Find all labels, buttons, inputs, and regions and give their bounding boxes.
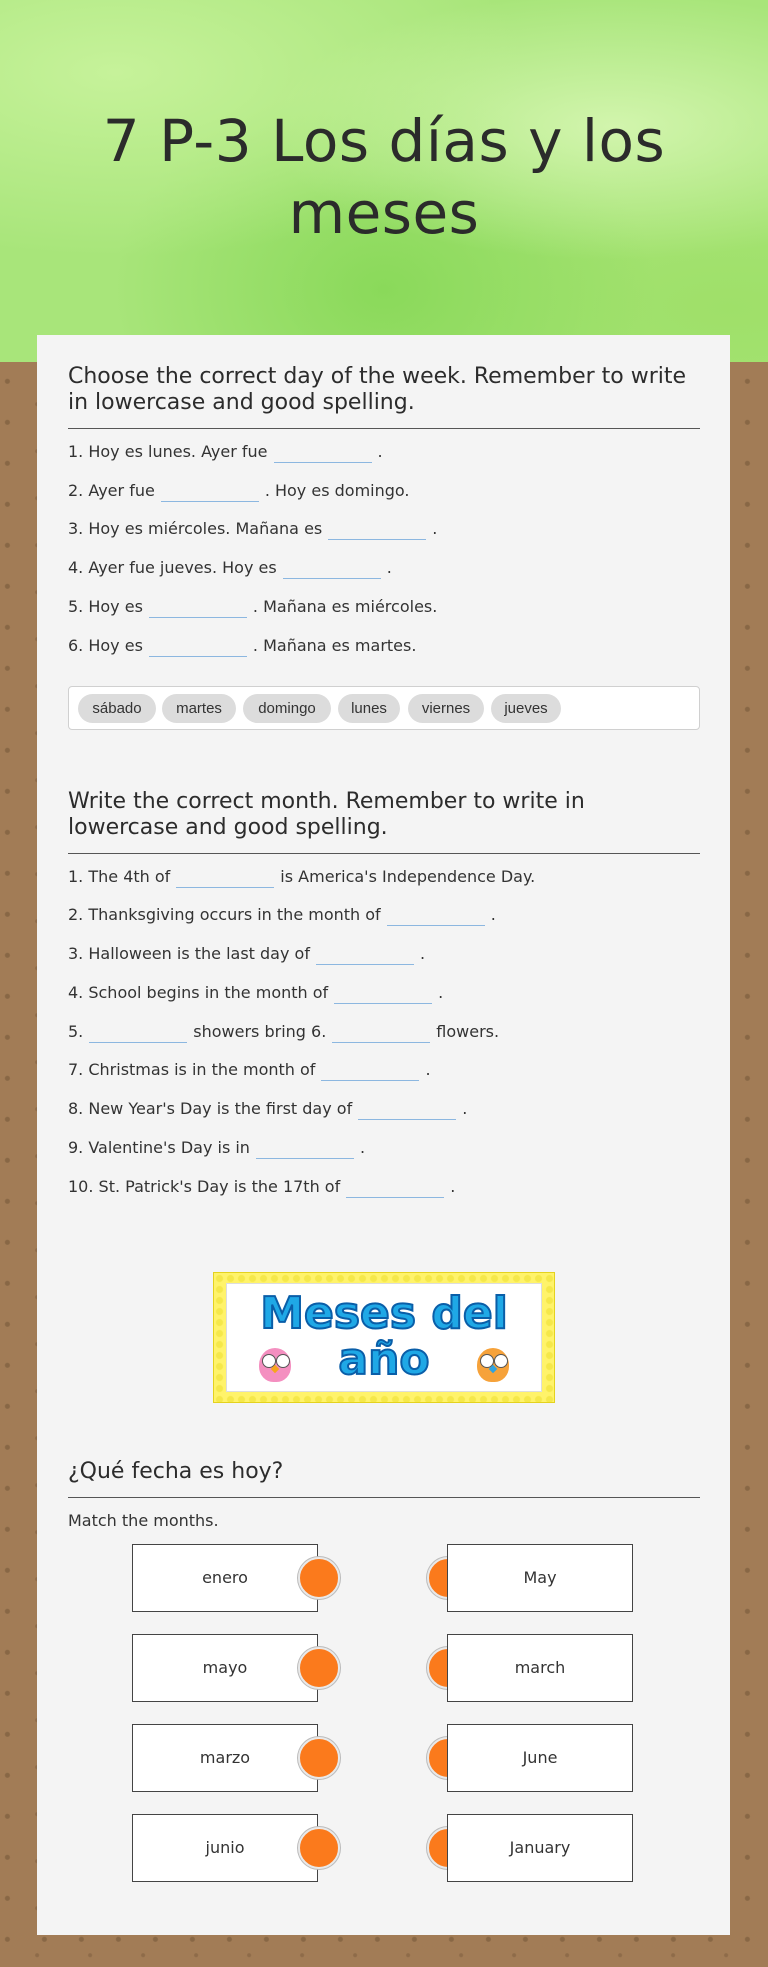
section1-heading: Choose the correct day of the week. Remember to write in lowercase and good spelling. bbox=[68, 364, 687, 415]
match-instruction: Match the months. bbox=[68, 1511, 219, 1530]
word-chip-viernes[interactable]: viernes bbox=[408, 694, 484, 723]
page-title: 7 P-3 Los días y los meses bbox=[102, 107, 666, 247]
section3-heading: ¿Qué fecha es hoy? bbox=[68, 1459, 284, 1484]
day-question-1: 1. Hoy es lunes. Ayer fue . bbox=[68, 442, 383, 461]
day-answer-6-input[interactable] bbox=[149, 636, 247, 657]
day-question-3: 3. Hoy es miércoles. Mañana es . bbox=[68, 519, 438, 538]
month-question-10: 10. St. Patrick's Day is the 17th of . bbox=[68, 1177, 456, 1196]
header-background bbox=[0, 0, 768, 362]
month-answer-6-input[interactable] bbox=[332, 1022, 430, 1043]
word-chip-sabado[interactable]: sábado bbox=[78, 694, 156, 723]
day-question-2: 2. Ayer fue . Hoy es domingo. bbox=[68, 481, 410, 500]
section3-divider bbox=[68, 1497, 700, 1498]
word-bank bbox=[68, 686, 700, 730]
month-answer-7-input[interactable] bbox=[321, 1060, 419, 1081]
month-question-2: 2. Thanksgiving occurs in the month of . bbox=[68, 905, 496, 924]
match-left-enero[interactable]: enero bbox=[132, 1544, 318, 1612]
month-question-3: 3. Halloween is the last day of . bbox=[68, 944, 426, 963]
day-question-6: 6. Hoy es . Mañana es martes. bbox=[68, 636, 417, 655]
month-question-1: 1. The 4th of is America's Independence Day. bbox=[68, 867, 536, 886]
day-answer-3-input[interactable] bbox=[328, 519, 426, 540]
section1-divider bbox=[68, 428, 700, 429]
match-right-june[interactable]: June bbox=[447, 1724, 633, 1792]
banner-title-line1: Meses del bbox=[260, 1288, 508, 1339]
orange-owl-icon bbox=[473, 1340, 513, 1384]
day-question-5: 5. Hoy es . Mañana es miércoles. bbox=[68, 597, 438, 616]
day-answer-4-input[interactable] bbox=[283, 558, 381, 579]
day-answer-2-input[interactable] bbox=[161, 481, 259, 502]
match-left-dot-3[interactable] bbox=[298, 1737, 340, 1779]
match-right-march[interactable]: march bbox=[447, 1634, 633, 1702]
meses-del-ano-banner bbox=[213, 1272, 555, 1403]
banner-title-line2: año bbox=[338, 1334, 430, 1385]
match-left-dot-4[interactable] bbox=[298, 1827, 340, 1869]
month-answer-8-input[interactable] bbox=[358, 1099, 456, 1120]
section2-divider bbox=[68, 853, 700, 854]
month-answer-10-input[interactable] bbox=[346, 1177, 444, 1198]
day-question-4: 4. Ayer fue jueves. Hoy es . bbox=[68, 558, 392, 577]
day-answer-1-input[interactable] bbox=[274, 442, 372, 463]
banner-inner bbox=[226, 1283, 542, 1392]
month-question-7: 7. Christmas is in the month of . bbox=[68, 1060, 431, 1079]
pink-owl-icon bbox=[255, 1340, 295, 1384]
word-chip-martes[interactable]: martes bbox=[162, 694, 236, 723]
match-right-january[interactable]: January bbox=[447, 1814, 633, 1882]
month-question-9: 9. Valentine's Day is in . bbox=[68, 1138, 366, 1157]
month-answer-9-input[interactable] bbox=[256, 1138, 354, 1159]
month-answer-4-input[interactable] bbox=[334, 983, 432, 1004]
day-answer-5-input[interactable] bbox=[149, 597, 247, 618]
match-left-junio[interactable]: junio bbox=[132, 1814, 318, 1882]
section2-heading: Write the correct month. Remember to write in lowercase and good spelling. bbox=[68, 789, 585, 840]
word-chip-domingo[interactable]: domingo bbox=[243, 694, 331, 723]
month-question-4: 4. School begins in the month of . bbox=[68, 983, 444, 1002]
match-left-dot-1[interactable] bbox=[298, 1557, 340, 1599]
month-question-8: 8. New Year's Day is the first day of . bbox=[68, 1099, 468, 1118]
month-answer-2-input[interactable] bbox=[387, 905, 485, 926]
word-chip-lunes[interactable]: lunes bbox=[338, 694, 400, 723]
month-answer-5-input[interactable] bbox=[89, 1022, 187, 1043]
match-left-dot-2[interactable] bbox=[298, 1647, 340, 1689]
month-answer-1-input[interactable] bbox=[176, 867, 274, 888]
match-right-may[interactable]: May bbox=[447, 1544, 633, 1612]
month-question-5: 5. showers bring 6. flowers. bbox=[68, 1022, 500, 1041]
word-chip-jueves[interactable]: jueves bbox=[491, 694, 561, 723]
month-answer-3-input[interactable] bbox=[316, 944, 414, 965]
match-left-marzo[interactable]: marzo bbox=[132, 1724, 318, 1792]
match-left-mayo[interactable]: mayo bbox=[132, 1634, 318, 1702]
